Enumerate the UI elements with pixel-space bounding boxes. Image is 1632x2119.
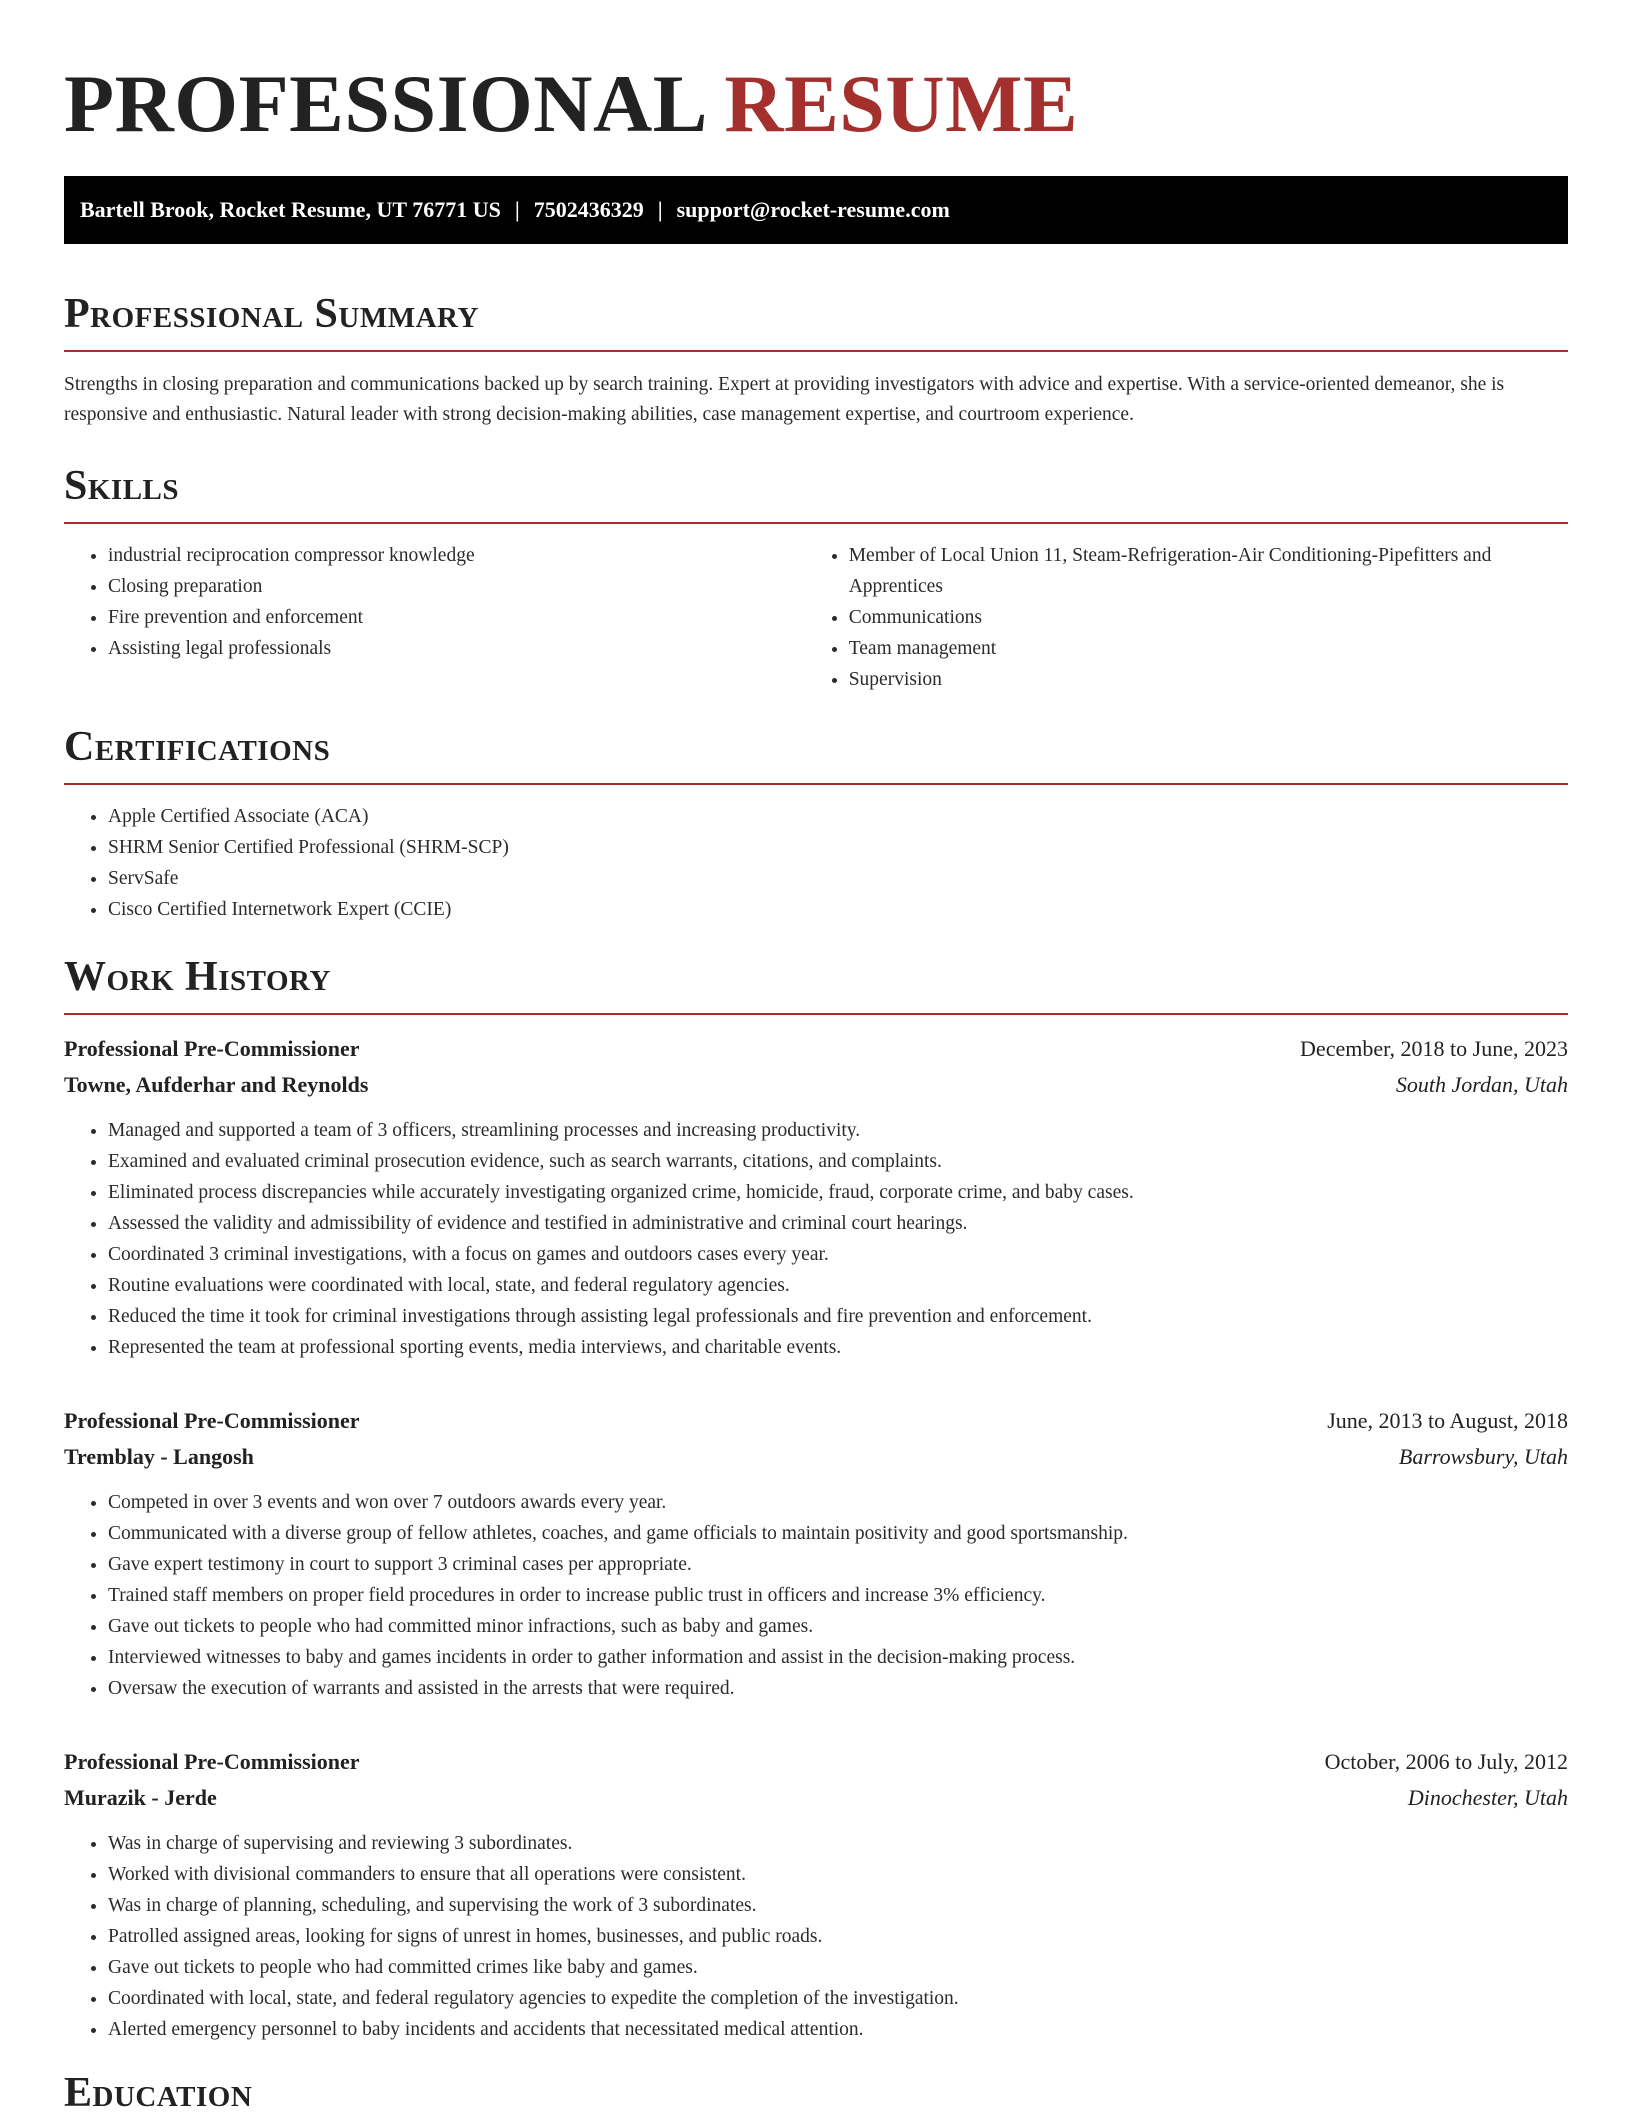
section-divider xyxy=(64,1013,1568,1015)
job-title: Professional Pre-Commissioner xyxy=(64,1749,360,1774)
section-divider xyxy=(64,350,1568,352)
skills-grid xyxy=(64,524,1568,695)
job-location: Barrowsbury, Utah xyxy=(1398,1444,1568,1469)
job-dates: June, 2013 to August, 2018 xyxy=(1327,1408,1568,1433)
skill-item: • Member of Local Union 11, Steam-Refrigeration-Air Conditioning-Pipefitters and Apprentices xyxy=(849,540,1568,602)
certification-item: • Apple Certified Associate (ACA) xyxy=(108,801,1568,832)
job-duty: • Oversaw the execution of warrants and assisted in the arrests that were required. xyxy=(108,1673,1568,1704)
job-duty: • Interviewed witnesses to baby and games incidents in order to gather information and assist in the decision-making process. xyxy=(108,1642,1568,1673)
skill-item: • Closing preparation xyxy=(108,571,805,602)
job-title: Professional Pre-Commissioner xyxy=(64,1036,360,1061)
contact-bar xyxy=(64,176,1568,244)
job-company: Murazik - Jerde xyxy=(64,1785,217,1810)
job-location: Dinochester, Utah xyxy=(1407,1785,1568,1810)
skill-item: • Team management xyxy=(849,633,1568,664)
job-company-row xyxy=(64,1439,1568,1475)
job-dates: October, 2006 to July, 2012 xyxy=(1324,1749,1568,1774)
job-company: Towne, Aufderhar and Reynolds xyxy=(64,1072,369,1097)
job-entry xyxy=(64,1403,1568,1704)
job-duty: • Represented the team at professional sporting events, media interviews, and charitable events. xyxy=(108,1332,1568,1363)
skill-item: • industrial reciprocation compressor knowledge xyxy=(108,540,805,571)
job-header-row xyxy=(64,1744,1568,1780)
job-header-row xyxy=(64,1031,1568,1067)
job-duty: • Gave out tickets to people who had committed minor infractions, such as baby and games. xyxy=(108,1611,1568,1642)
contact-address: Bartell Brook, Rocket Resume, UT 76771 US xyxy=(80,197,501,222)
skill-item: • Supervision xyxy=(849,664,1568,695)
job-duty: • Patrolled assigned areas, looking for signs of unrest in homes, businesses, and public roads. xyxy=(108,1921,1568,1952)
skill-item: • Assisting legal professionals xyxy=(108,633,805,664)
job-duty: • Reduced the time it took for criminal investigations through assisting legal professionals and fire prevention and enforcement. xyxy=(108,1301,1568,1332)
job-duty: • Examined and evaluated criminal prosecution evidence, such as search warrants, citations, and complaints. xyxy=(108,1146,1568,1177)
job-company-row xyxy=(64,1780,1568,1816)
job-duty: • Worked with divisional commanders to ensure that all operations were consistent. xyxy=(108,1859,1568,1890)
contact-email: support@rocket-resume.com xyxy=(676,197,950,222)
job-duty: • Was in charge of planning, scheduling, and supervising the work of 3 subordinates. xyxy=(108,1890,1568,1921)
certifications-heading: Certifications xyxy=(64,724,331,770)
title-main: PROFESSIONAL xyxy=(64,58,704,149)
certifications-list xyxy=(64,801,1568,925)
resume-page xyxy=(64,0,1568,2119)
job-duties-list xyxy=(64,1115,1568,1363)
job-duty: • Trained staff members on proper field procedures in order to increase public trust in officers and increase 3% efficiency. xyxy=(108,1580,1568,1611)
work-history-section xyxy=(64,951,1568,2045)
job-duty: • Gave expert testimony in court to support 3 criminal cases per appropriate. xyxy=(108,1549,1568,1580)
job-title: Professional Pre-Commissioner xyxy=(64,1408,360,1433)
contact-separator: | xyxy=(514,197,520,222)
skills-list-right xyxy=(805,540,1568,695)
job-location: South Jordan, Utah xyxy=(1395,1072,1568,1097)
job-duty: • Eliminated process discrepancies while accurately investigating organized crime, homicide, fraud, corporate crime, and baby cases. xyxy=(108,1177,1568,1208)
job-duty: • Coordinated with local, state, and federal regulatory agencies to expedite the completion of the investigation. xyxy=(108,1983,1568,2014)
certification-item: • ServSafe xyxy=(108,863,1568,894)
job-duty: • Communicated with a diverse group of fellow athletes, coaches, and game officials to maintain positivity and good sportsmanship. xyxy=(108,1518,1568,1549)
contact-separator: | xyxy=(657,197,663,222)
job-duty: • Managed and supported a team of 3 officers, streamlining processes and increasing productivity. xyxy=(108,1115,1568,1146)
education-heading: Education xyxy=(64,2070,253,2116)
section-divider xyxy=(64,783,1568,785)
job-duty: • Was in charge of supervising and reviewing 3 subordinates. xyxy=(108,1828,1568,1859)
job-duty: • Coordinated 3 criminal investigations, with a focus on games and outdoors cases every year. xyxy=(108,1239,1568,1270)
skills-list-left xyxy=(64,540,805,695)
skills-heading: Skills xyxy=(64,463,180,509)
job-company: Tremblay - Langosh xyxy=(64,1444,254,1469)
certifications-section xyxy=(64,721,1568,925)
contact-phone: 7502436329 xyxy=(533,197,644,222)
job-duty: • Routine evaluations were coordinated with local, state, and federal regulatory agencies. xyxy=(108,1270,1568,1301)
job-entry xyxy=(64,1744,1568,2045)
job-duty: • Gave out tickets to people who had committed crimes like baby and games. xyxy=(108,1952,1568,1983)
work-history-heading: Work History xyxy=(64,954,331,1000)
skill-item: • Fire prevention and enforcement xyxy=(108,602,805,633)
job-dates: December, 2018 to June, 2023 xyxy=(1300,1036,1568,1061)
job-header-row xyxy=(64,1403,1568,1439)
resume-title xyxy=(64,0,1568,154)
summary-heading: Professional Summary xyxy=(64,291,479,337)
job-duties-list xyxy=(64,1487,1568,1704)
job-duty: • Assessed the validity and admissibility of evidence and testified in administrative and criminal court hearings. xyxy=(108,1208,1568,1239)
certification-item: • Cisco Certified Internetwork Expert (CCIE) xyxy=(108,894,1568,925)
job-entry xyxy=(64,1031,1568,1363)
certification-item: • SHRM Senior Certified Professional (SHRM-SCP) xyxy=(108,832,1568,863)
summary-text: Strengths in closing preparation and communications backed up by search training. Expert at providing investigators with advice and expertise. With a service-oriented demeanor, she is responsive and enthusiastic. Natural leader with strong decision-making abilities, case management expertise, and courtroom experience. xyxy=(64,374,1505,425)
title-accent: RESUME xyxy=(724,58,1079,149)
skill-item: • Communications xyxy=(849,602,1568,633)
job-duty: • Competed in over 3 events and won over 7 outdoors awards every year. xyxy=(108,1487,1568,1518)
job-company-row xyxy=(64,1067,1568,1103)
job-duties-list xyxy=(64,1828,1568,2045)
summary-section xyxy=(64,288,1568,430)
skills-section xyxy=(64,460,1568,695)
education-section xyxy=(64,2067,1568,2119)
job-duty: • Alerted emergency personnel to baby incidents and accidents that necessitated medical attention. xyxy=(108,2014,1568,2045)
